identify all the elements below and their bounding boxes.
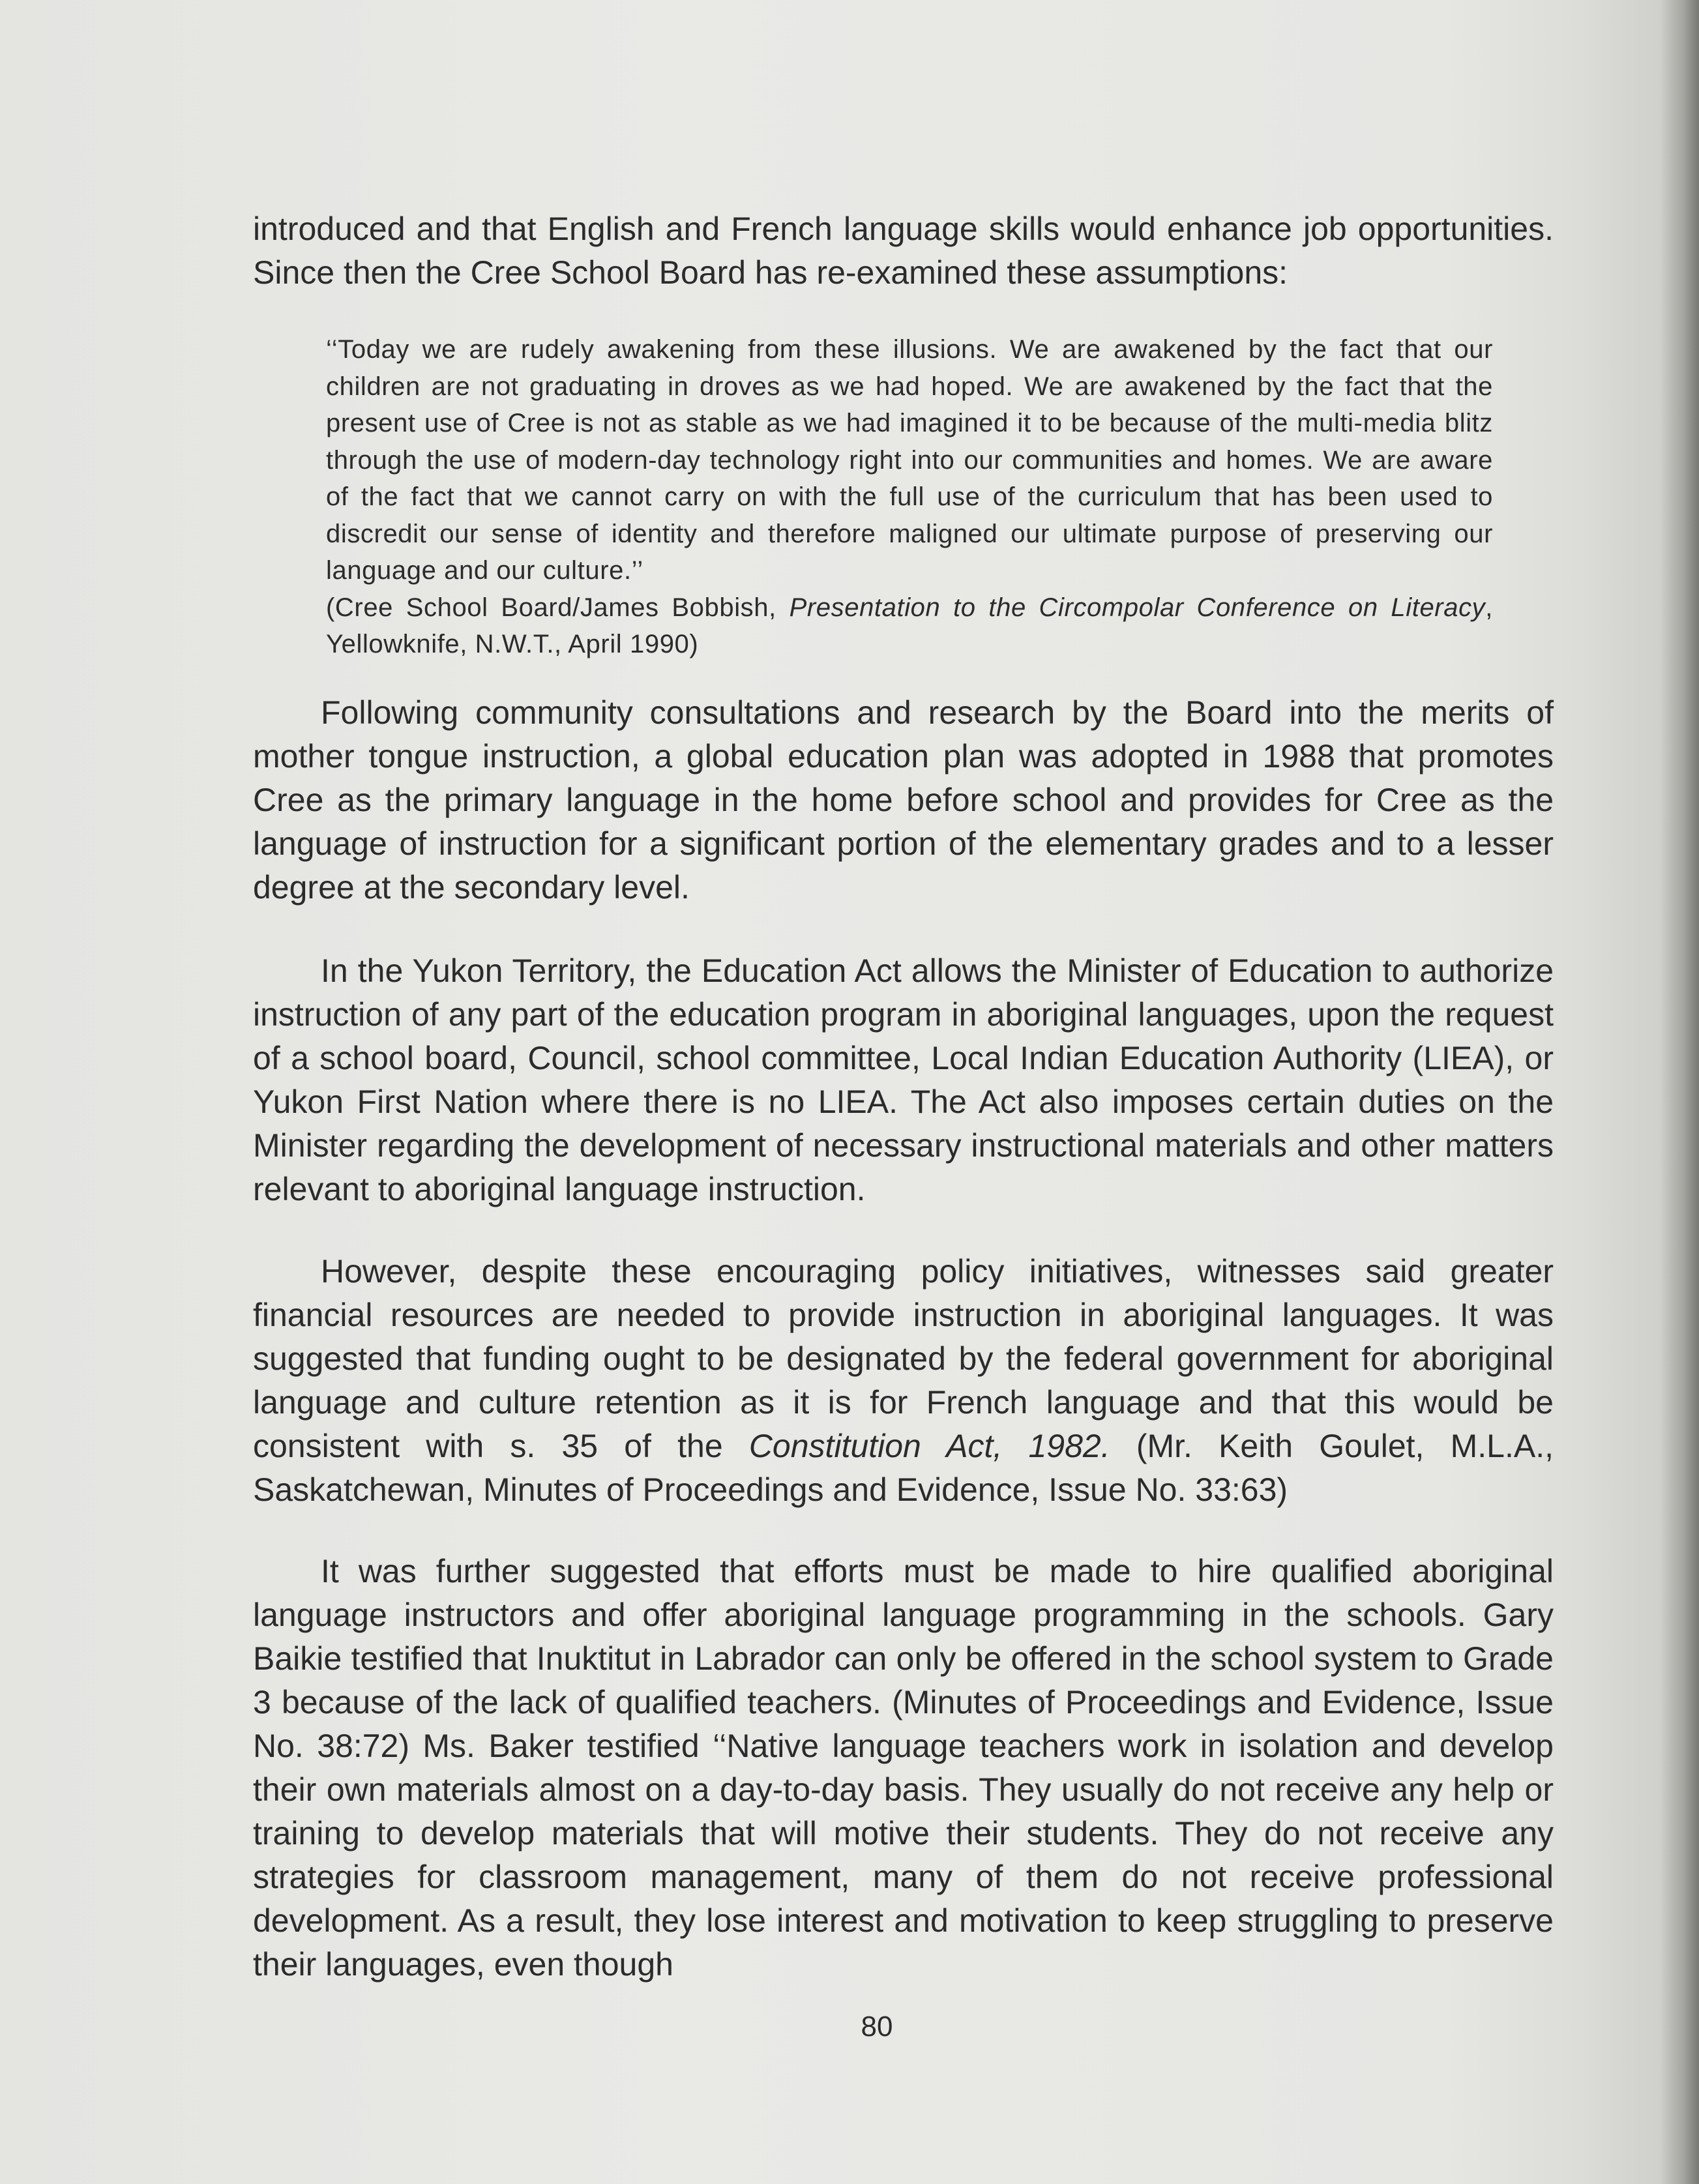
- citation-suffix: , Yellowknife, N.W.T., April 1990): [326, 593, 1493, 658]
- page-edge-shadow: [1660, 0, 1699, 2184]
- block-quote: [326, 331, 1493, 663]
- citation-prefix: (Cree School Board/James Bobbish,: [326, 593, 776, 622]
- quote-citation: [326, 589, 1493, 663]
- intro-paragraph: introduced and that English and French language skills would enhance job opportunities. Since then the Cree School Board has re-examined these assumptions:: [253, 211, 1554, 291]
- paragraph-funding-text: However, despite these encouraging policy initiatives, witnesses said greater financial resources are needed to provide instruction in aboriginal languages. It was suggested that funding ought to be designated by the federal government for aboriginal language and culture retention as it is for French language and that this would be consistent with s. 35 of the: [253, 1253, 1554, 1464]
- paragraph-block-1: [253, 691, 1554, 909]
- paragraph-funding-reference: (Mr. Keith Goulet, M.L.A., Saskatchewan, Minutes of Proceedings and Evidence, Issue No. 33:63): [253, 1428, 1554, 1508]
- paragraph-instructors: It was further suggested that efforts must be made to hire qualified aboriginal language instructors and offer aboriginal language programming in the schools. Gary Baikie testified that Inuktitut in Labrador can only be offered in the school system to Grade 3 because of the lack of qualified teachers. (Minutes of Proceedings and Evidence, Issue No. 38:72) Ms. Baker testified ‘‘Native language teachers work in isolation and develop their own materials almost on a day-to-day basis. They usually do not receive any help or training to develop materials that will motive their students. They do not receive any strategies for classroom management, many of them do not receive professional development. As a result, they lose interest and motivation to keep struggling to preserve their languages, even though: [253, 1553, 1554, 1983]
- intro-paragraph-block: [253, 207, 1554, 295]
- paragraph-block-2: [253, 949, 1554, 1211]
- paragraph-cree-plan: Following community consultations and research by the Board into the merits of mother tongue instruction, a global education plan was adopted in 1988 that promotes Cree as the primary language in the home before school and provides for Cree as the language of instruction for a significant portion of the elementary grades and to a lesser degree at the secondary level.: [253, 694, 1554, 906]
- quote-text: ‘‘Today we are rudely awakening from these illusions. We are awakened by the fact that our children are not graduating in droves as we had hoped. We are awakened by the fact that the present use of Cree is not as stable as we had imagined it to be because of the multi-media blitz through the use of modern-day technology right into our communities and homes. We are aware of the fact that we cannot carry on with the full use of the curriculum that has been used to discredit our sense of identity and therefore maligned our ultimate purpose of preserving our language and our culture.’’: [326, 335, 1493, 585]
- citation-title: Presentation to the Circompolar Conference on Literacy: [789, 593, 1486, 622]
- constitution-act-title: Constitution Act, 1982.: [748, 1428, 1110, 1464]
- paragraph-yukon: In the Yukon Territory, the Education Act allows the Minister of Education to authorize instruction of any part of the education program in aboriginal languages, upon the request of a school board, Council, school committee, Local Indian Education Authority (LIEA), or Yukon First Nation where there is no LIEA. The Act also imposes certain duties on the Minister regarding the development of necessary instructional materials and other matters relevant to aboriginal language instruction.: [253, 952, 1554, 1207]
- paragraph-block-3: [253, 1250, 1554, 1512]
- paragraph-funding: [253, 1250, 1554, 1512]
- page-number: 80: [861, 2011, 893, 2043]
- paragraph-block-4: [253, 1550, 1554, 1986]
